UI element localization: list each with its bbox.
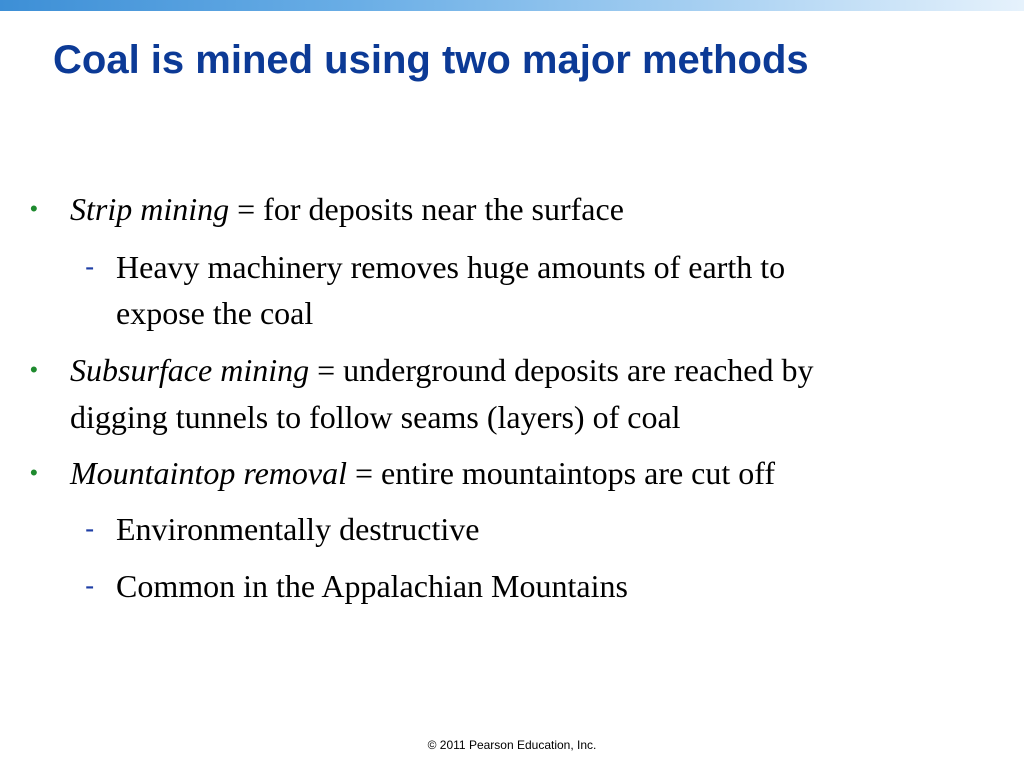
bullet-2-text: = underground deposits are reached by bbox=[309, 352, 814, 388]
sub-bullet-3-2-marker: - bbox=[85, 570, 95, 601]
sub-bullet-1-1-line2: expose the coal bbox=[116, 295, 314, 331]
bullet-1-text: = for deposits near the surface bbox=[229, 191, 624, 227]
bullet-3-marker: • bbox=[30, 460, 38, 485]
bullet-2 bbox=[70, 350, 814, 390]
sub-bullet-1-1-line1: Heavy machinery removes huge amounts of earth to bbox=[116, 249, 786, 285]
bullet-2-line2: digging tunnels to follow seams (layers) of coal bbox=[70, 399, 681, 435]
copyright-footer: © 2011 Pearson Education, Inc. bbox=[427, 738, 597, 752]
sub-bullet-3-1-marker: - bbox=[85, 513, 95, 544]
bullet-3-text: = entire mountaintops are cut off bbox=[347, 455, 775, 491]
slide-title: Coal is mined using two major methods bbox=[53, 38, 809, 82]
bullet-3-term: Mountaintop removal bbox=[70, 455, 347, 491]
sub-bullet-3-2: Common in the Appalachian Mountains bbox=[116, 568, 628, 604]
bullet-1-term: Strip mining bbox=[70, 191, 230, 227]
sub-bullet-3-1: Environmentally destructive bbox=[116, 511, 480, 547]
bullet-3 bbox=[70, 453, 775, 493]
bullet-1-marker: • bbox=[30, 196, 38, 221]
bullet-2-term: Subsurface mining bbox=[70, 352, 310, 388]
bullet-1 bbox=[70, 189, 624, 229]
bullet-2-marker: • bbox=[30, 357, 38, 382]
sub-bullet-1-1-marker: - bbox=[85, 251, 95, 282]
